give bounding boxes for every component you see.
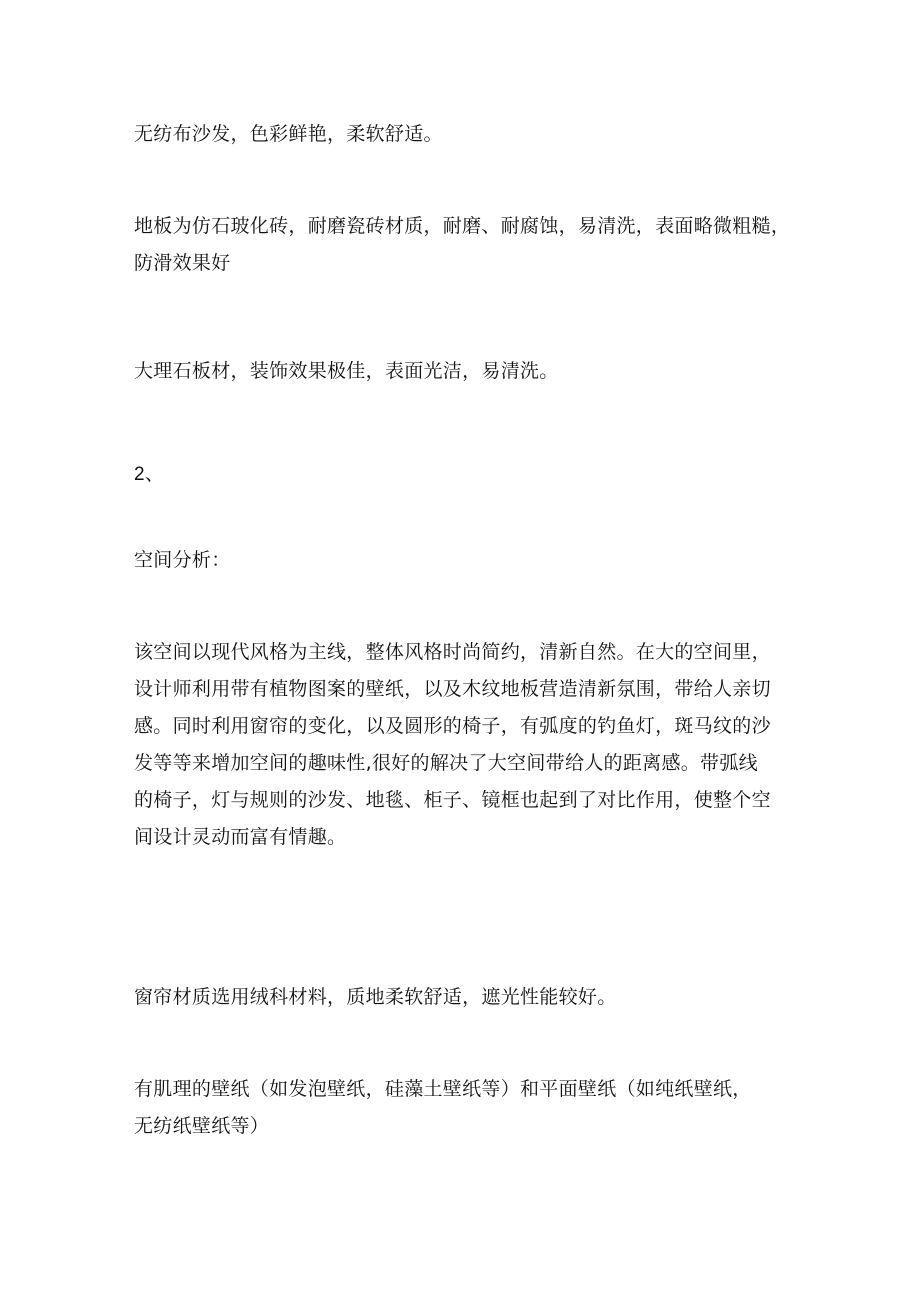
text-line: 设计师利用带有植物图案的壁纸，以及木纹地板营造清新氛围，带给人亲切 bbox=[134, 678, 771, 700]
text-line: 2、 bbox=[134, 464, 165, 485]
paragraph-space-analysis bbox=[134, 634, 814, 856]
text-line: 无纺纸壁纸等） bbox=[134, 1115, 270, 1137]
section-number bbox=[134, 456, 814, 493]
text-line: 空间分析： bbox=[134, 549, 231, 571]
text-line: 间设计灵动而富有情趣。 bbox=[134, 826, 347, 848]
text-line: 窗帘材质选用绒科材料，质地柔软舒适，遮光性能较好。 bbox=[134, 986, 617, 1008]
paragraph-curtain bbox=[134, 979, 814, 1016]
text-line: 的椅子，灯与规则的沙发、地毯、柜子、镜框也起到了对比作用，使整个空 bbox=[134, 789, 771, 811]
text-line: 感。同时利用窗帘的变化，以及圆形的椅子，有弧度的钓鱼灯，斑马纹的沙 bbox=[134, 715, 771, 737]
text-line: 地板为仿石玻化砖，耐磨瓷砖材质，耐磨、耐腐蚀，易清洗，表面略微粗糙， bbox=[134, 215, 791, 237]
paragraph-marble bbox=[134, 353, 814, 390]
text-line: 该空间以现代风格为主线，整体风格时尚简约，清新自然。在大的空间里， bbox=[134, 641, 771, 663]
text-line: 防滑效果好 bbox=[134, 252, 231, 274]
text-line: 无纺布沙发，色彩鲜艳，柔软舒适。 bbox=[134, 123, 443, 145]
text-line: 有肌理的壁纸（如发泡壁纸，硅藻土壁纸等）和平面壁纸（如纯纸壁纸， bbox=[134, 1078, 752, 1100]
text-line: 大理石板材，装饰效果极佳，表面光洁，易清洗。 bbox=[134, 360, 559, 382]
paragraph-floor-tile bbox=[134, 208, 814, 282]
section-heading bbox=[134, 542, 814, 579]
paragraph-wallpaper bbox=[134, 1071, 814, 1145]
paragraph-fabric-sofa bbox=[134, 116, 814, 153]
text-line: 发等等来增加空间的趣味性,很好的解决了大空间带给人的距离感。带弧线 bbox=[134, 752, 758, 774]
